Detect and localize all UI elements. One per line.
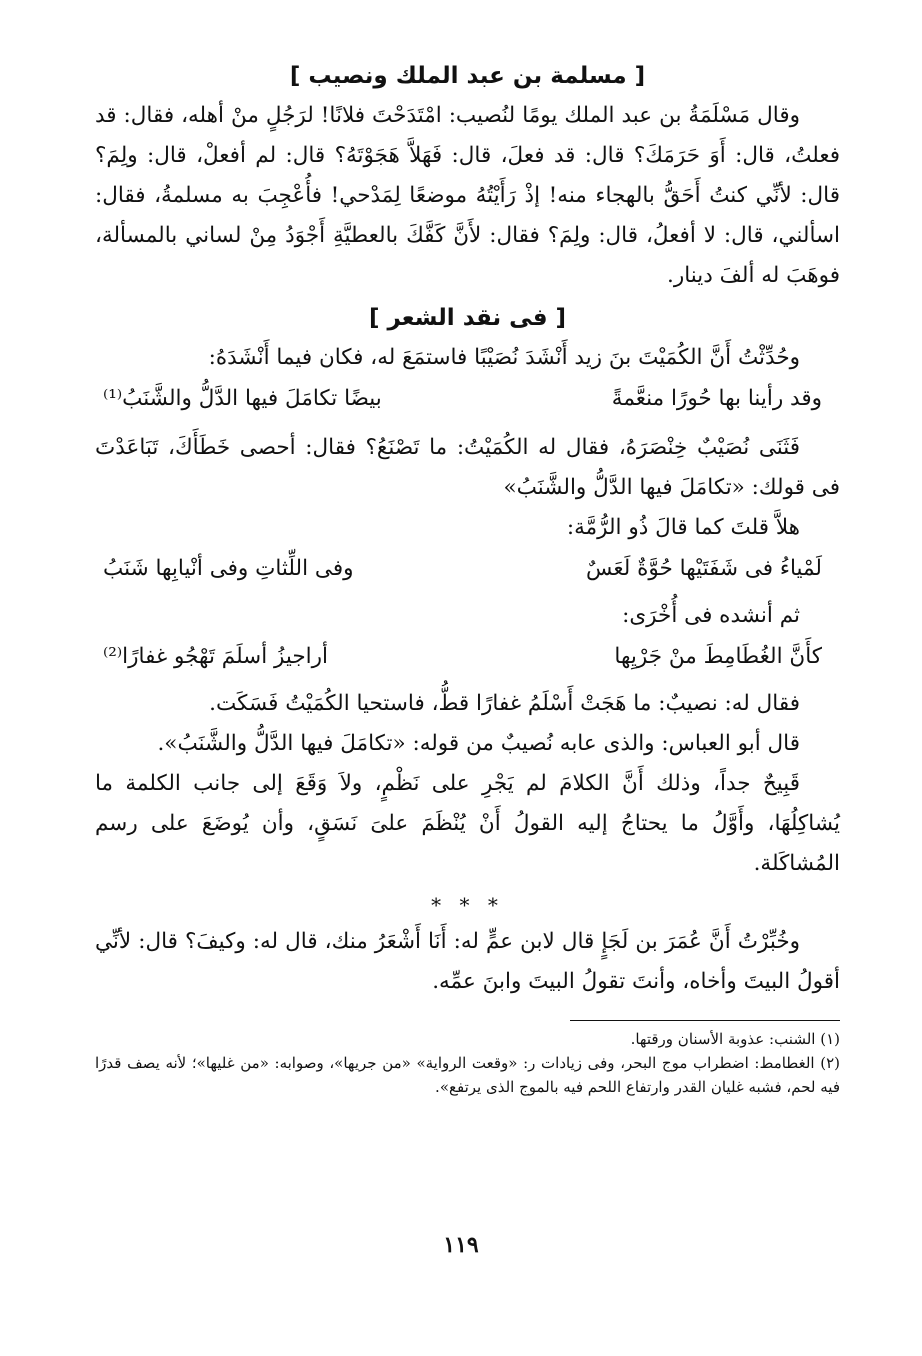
verse-3-second-hemistich: أراجيزُ أسلَمَ تَهْجُو غفارًا⁽²⁾ [103, 644, 328, 670]
paragraph-explanation: قَبِيحٌ جداً، وذلك أَنَّ الكلامَ لم يَجْرِ على نَظْمٍ، ولاَ وَقَعَ إلى جانب الكلمة ما يُشاكِلُهَا، وأَوَّلُ ما يحتاجُ إليه القولُ أَنْ يُنْظَمَ علىَ نَسَقٍ، وأن يُوضَعَ على رسم المُشاكَلة. [95, 771, 840, 877]
paragraph-kumayt-intro: وحُدِّثْتُ أَنَّ الكُمَيْتَ بنَ زيد أَنْشَدَ نُصَيْبًا فاستمَعَ له، فكان فيما أَنْشَدَهُ: [208, 345, 800, 371]
paragraph-dhu-rumma-lead: هلاَّ قلتَ كما قالَ ذُو الرُّمَّة: [566, 515, 800, 541]
paragraph-abu-abbas: قال أبو العباس: والذى عابه نُصيبٌ من قوله: «تكامَلَ فيها الدَّلُّ والشَّنَبُ». [157, 731, 800, 757]
paragraph-another-lead: ثم أنشده فى أُخْرَى: [622, 603, 800, 629]
section-heading-maslama-text: مسلمة بن عبد الملك ونصيب [308, 63, 627, 89]
book-page [95, 60, 840, 1099]
paragraph-nusaib-reply: فَثَنَى نُصَيْبٌ خِنْصَرَهُ، فقال له الكُمَيْتُ: ما تَصْنَعُ؟ فقال: أحصى خَطَأَكَ، تَبَاعَدْتَ فى قولك: «تكامَلَ فيها الدَّلُّ والشَّنَبُ» [95, 435, 840, 501]
section-heading-poetry-criticism: [ فى نقد الشعر ] [368, 305, 567, 332]
verse-1-second-hemistich: بيضًا تكامَلَ فيها الدَّلُّ والشَّنَبُ⁽¹⁾ [103, 386, 382, 412]
footnote-divider [570, 1020, 840, 1021]
section-heading-poetry-criticism-text: فى نقد الشعر [387, 305, 548, 332]
verse-1-first-hemistich: وقد رأينا بها حُورًا منعَّمةً [611, 386, 822, 412]
verse-2-second-hemistich: وفى اللِّثاتِ وفى أنْيابِها شَنَبُ [103, 556, 354, 582]
verse-line-2 [95, 548, 840, 590]
verse-line-3 [95, 636, 840, 678]
verse-2-first-hemistich: لَمْياءُ فى شَفَتَيْها حُوَّةٌ لَعَسٌ [586, 556, 822, 582]
page-number: ١١٩ [443, 1232, 479, 1258]
section-separator: * * * [431, 893, 504, 918]
section-heading-maslama: [ مسلمة بن عبد الملك ونصيب ] [289, 63, 646, 89]
paragraph-nusaib-answer: فقال له: نصيبٌ: ما هَجَتْ أَسْلَمُ غفارًا قطُّ، فاستحيا الكُمَيْتُ فَسَكَت. [209, 691, 800, 717]
paragraph-maslama-story: وقال مَسْلَمَةُ بن عبد الملك يومًا لنُصيب: امْتَدَحْتَ فلانًا! لرَجُلٍ منْ أهله، فقال: قد فعلتُ، قال: أَوَ حَرَمَكَ؟ قال: قد فعلَ، قال: فَهَلاَّ هَجَوْتَهُ؟ قال: لم أفعلْ، قال: ولِمَ؟ قال: لأنِّي كنتُ أَحَقُّ بالهجاء منه! إذْ رَأَيْتُهُ موضعًا لِمَدْحي! فأُعْجِبَ به مسلمةُ، فقال: اسألني، قال: لا أفعلُ، قال: ولِمَ؟ فقال: لأَنَّ كَفَّكَ بالعطيَّةِ أَجْوَدُ مِنْ لساني بالمسألة، فوهَبَ له ألفَ دينار. [95, 103, 840, 289]
paragraph-umar-ibn-laja: وخُبِّرْتُ أَنَّ عُمَرَ بن لَجَإٍ قال لابن عمٍّ له: أَنَا أَشْعَرُ منك، قال له: وكيفَ؟ قال: لأنِّي أقولُ البيتَ وأخاه، وأنتَ تقولُ البيتَ وابنَ عمِّه. [95, 929, 840, 995]
verse-3-first-hemistich: كأَنَّ الغُطَامِطَ منْ جَرْيِها [614, 644, 822, 670]
footnote-2: (٢) الغطامط: اضطراب موج البحر، وفى زيادات ر: «وقعت الرواية» «من جريها»، وصوابه: «من غليها»؛ لأنه يصف قدرًا فيه لحم، فشبه غليان القدر وارتفاع اللحم فيه بالموج الذى يرتفع». [95, 1054, 840, 1097]
verse-line-1 [95, 378, 840, 420]
footnote-1: (١) الشنب: عذوبة الأسنان ورقتها. [630, 1030, 840, 1049]
